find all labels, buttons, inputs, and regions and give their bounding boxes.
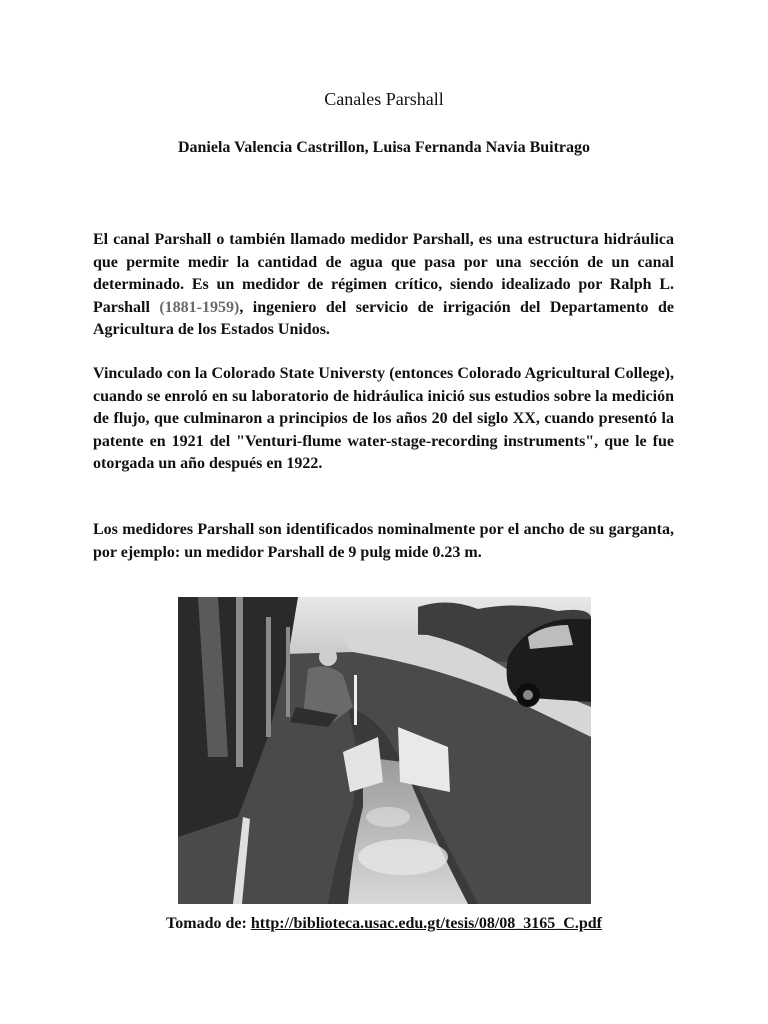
document-authors: Daniela Valencia Castrillon, Luisa Fernanda Navia Buitrago [177, 139, 591, 156]
car-hubcap [523, 690, 533, 700]
photo-caption [0, 915, 768, 933]
fence-post [266, 617, 271, 737]
caption-prefix: Tomado de: [166, 915, 251, 932]
paragraph-history: Vinculado con la Colorado State Universty (entonces Colorado Agricultural College), cuando se enroló en su laboratorio de hidráulica inició sus estudios sobre la medición de flujo, que culminaron a principios de los años 20 del siglo XX, cuando presentó la patente en 1921 del "Venturi-flume water-stage-recording instruments", que le fue otorgada un año después en 1922. [93, 365, 674, 472]
document-title: Canales Parshall [324, 89, 444, 109]
parshall-flume-photo [178, 597, 591, 904]
source-link[interactable]: http://biblioteca.usac.edu.gt/tesis/08/08_3165_C.pdf [250, 915, 602, 932]
paragraph-intro-end: , ingeniero del servicio de irrigación del Departamento de Agricultura de los Estados Unidos. [93, 298, 674, 338]
fence-post [286, 627, 290, 717]
gauge-stick [354, 675, 357, 725]
paragraph-intro [93, 229, 674, 342]
fence-post [236, 597, 243, 767]
paragraph-sizing: Los medidores Parshall son identificados nominalmente por el ancho de su garganta, por ejemplo: un medidor Parshall de 9 pulg mide 0.23 m. [93, 521, 674, 561]
paragraph-intro-start: El canal Parshall o también llamado medidor Parshall, es una estructura hidráulica que permite medir la cantidad de agua que pasa por una sección de un canal determinado. Es un medidor de régimen crítico, siendo idealizado por Ralph L. Parshall [93, 231, 674, 316]
lifespan-years: (1881-1959) [159, 298, 240, 316]
man-head [319, 648, 337, 666]
water-foam [358, 839, 448, 875]
water-foam [366, 807, 410, 827]
photo-illustration [178, 597, 591, 904]
